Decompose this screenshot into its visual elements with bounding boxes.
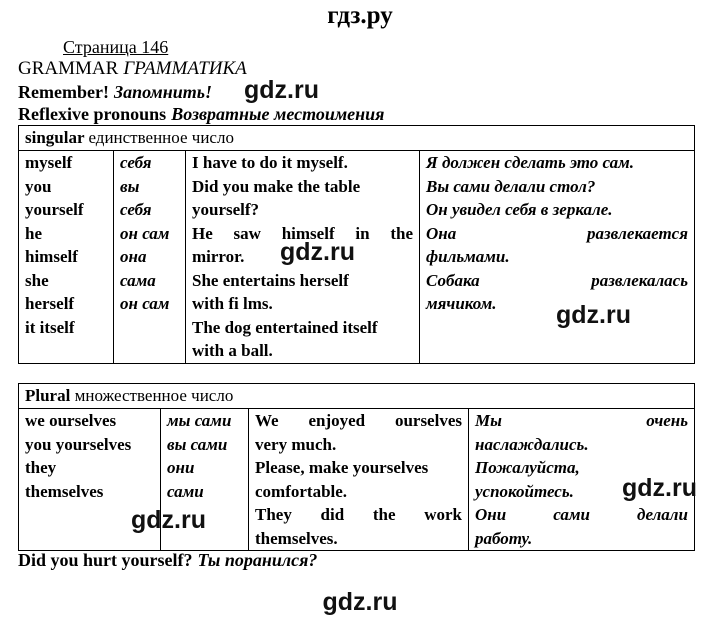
singular-examples-ru-cell — [420, 151, 695, 364]
grammar-heading-en: GRAMMAR — [18, 58, 119, 79]
site-header: гдз.ру — [327, 2, 393, 29]
pronoun-ru: они — [167, 458, 195, 477]
remember-heading — [18, 82, 212, 103]
example-en: yourself? — [192, 200, 260, 219]
page-label: Страница 146 — [63, 37, 169, 57]
example-en: with fi lms. — [192, 294, 273, 313]
pronoun-en: herself — [25, 294, 75, 313]
pronoun-ru: сама — [120, 270, 156, 290]
example-ru: Мы очень — [475, 411, 688, 430]
watermark: gdz.ru — [556, 301, 631, 329]
example-en: We enjoyed ourselves — [255, 411, 462, 430]
example-ru: Вы сами делали стол? — [426, 176, 596, 196]
pronoun-en: himself — [25, 247, 78, 266]
example-ru: успокойтесь. — [475, 481, 574, 501]
pronoun-en: you — [25, 176, 52, 196]
example-ru: наслаждались. — [475, 434, 589, 454]
example-sentence-ru: Ты поранился? — [197, 550, 318, 570]
pronoun-ru: вы сами — [167, 434, 228, 454]
example-sentence-en: Did you hurt yourself? — [18, 550, 193, 570]
example-en: mirror. — [192, 247, 245, 266]
example-en: He saw himself in the — [192, 223, 413, 243]
reflexive-heading-en: Reflexive pronouns — [18, 104, 167, 124]
example-en: They did the work — [255, 505, 462, 524]
plural-examples-en-cell — [249, 409, 469, 551]
example-en: with a ball. — [192, 341, 273, 360]
example-ru: Пожалуйста, — [475, 458, 580, 477]
plural-header-ru: множественное число — [74, 386, 234, 405]
pronoun-ru: сами — [167, 481, 204, 501]
watermark: gdz.ru — [622, 474, 697, 502]
pronoun-ru: себя — [120, 200, 152, 219]
singular-table-header — [19, 126, 695, 151]
example-ru: Она развлекается — [426, 223, 688, 243]
plural-header-en: Plural — [25, 386, 71, 405]
example-ru: Я должен сделать это сам. — [426, 153, 635, 172]
singular-pronouns-ru-cell — [114, 151, 186, 364]
singular-pronouns-cell — [19, 151, 114, 364]
remember-heading-en: Remember! — [18, 82, 109, 102]
plural-table-header — [19, 384, 695, 409]
example-sentence — [18, 550, 317, 571]
pronoun-en: myself — [25, 153, 73, 172]
example-ru: Собака развлекалась — [426, 270, 688, 290]
reflexive-heading-ru: Возвратные местоимения — [171, 104, 385, 124]
pronoun-en: yourself — [25, 200, 84, 219]
example-ru: работу. — [475, 528, 533, 548]
singular-header-en: singular — [25, 128, 85, 147]
reflexive-heading — [18, 104, 384, 125]
example-ru: мячиком. — [426, 294, 497, 313]
footer-watermark: gdz.ru — [322, 588, 398, 616]
example-en: Please, make yourselves — [255, 458, 429, 477]
watermark: gdz.ru — [280, 238, 355, 266]
example-en: comfortable. — [255, 481, 348, 501]
example-en: The dog entertained itself — [192, 317, 378, 337]
example-ru: Он увидел себя в зеркале. — [426, 200, 613, 219]
watermark: gdz.ru — [244, 76, 319, 104]
pronoun-en: themselves — [25, 481, 104, 501]
pronoun-en: it itself — [25, 317, 75, 337]
pronoun-en: they — [25, 458, 57, 477]
example-en: I have to do it myself. — [192, 153, 348, 172]
watermark: gdz.ru — [131, 506, 206, 534]
example-ru: Они сами делали — [475, 505, 688, 524]
example-ru: фильмами. — [426, 247, 510, 266]
singular-header-ru: единственное число — [88, 128, 234, 147]
example-en: Did you make the table — [192, 176, 361, 196]
pronoun-en: you yourselves — [25, 434, 132, 454]
remember-heading-ru: Запомнить! — [113, 82, 213, 102]
pronoun-ru: он сам — [120, 223, 170, 243]
plural-table — [18, 383, 695, 551]
pronoun-ru: она — [120, 247, 147, 266]
grammar-heading-ru: ГРАММАТИКА — [123, 58, 247, 79]
pronoun-ru: он сам — [120, 294, 170, 313]
pronoun-ru: мы сами — [167, 411, 232, 430]
pronoun-en: she — [25, 270, 49, 290]
pronoun-en: we ourselves — [25, 411, 117, 430]
pronoun-en: he — [25, 223, 42, 243]
example-en: She entertains herself — [192, 270, 349, 290]
pronoun-ru: себя — [120, 153, 152, 172]
grammar-heading — [18, 58, 247, 80]
pronoun-ru: вы — [120, 176, 140, 196]
example-en: themselves. — [255, 528, 338, 548]
example-en: very much. — [255, 434, 337, 454]
